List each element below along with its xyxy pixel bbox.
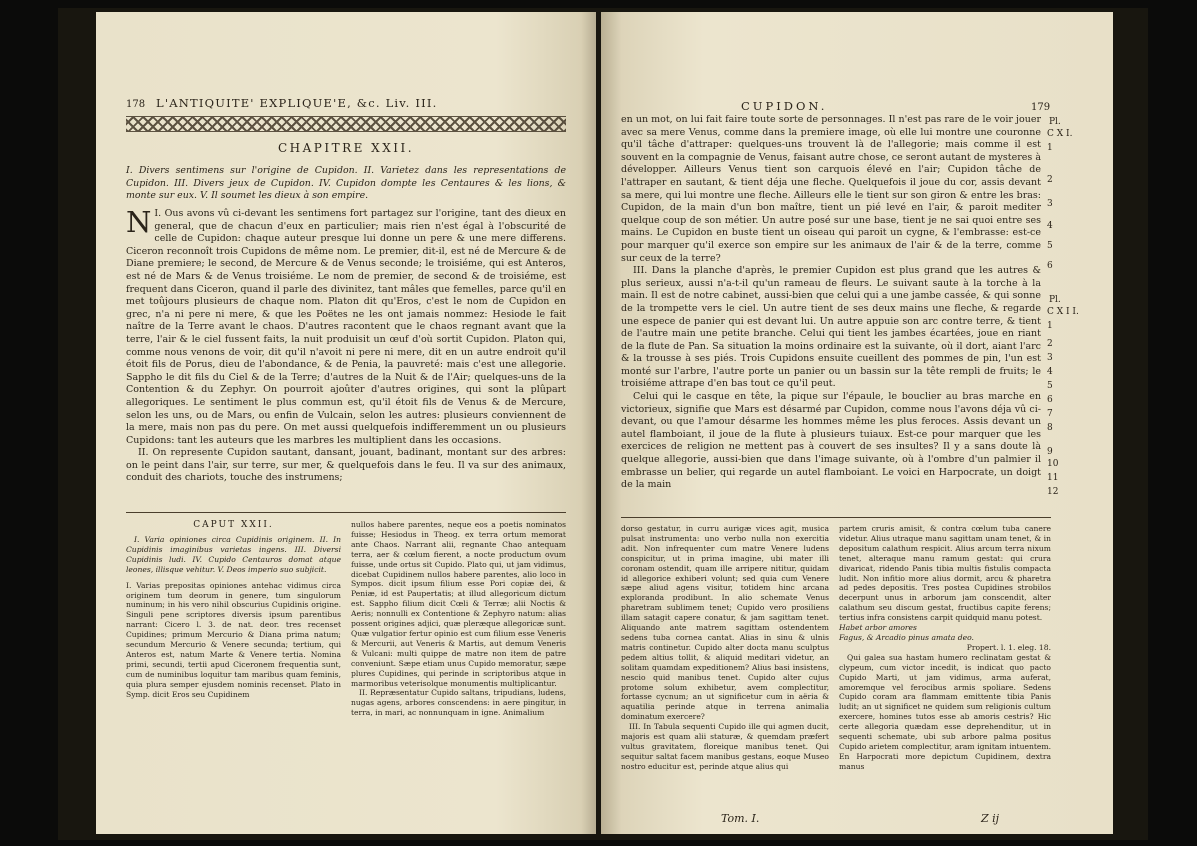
- footnote-verse: Fagus, & Arcadio pinus amata deo.: [839, 632, 974, 642]
- footnote-summary: I. Varia opiniones circa Cupidinis originem. II. In Cupidinis imaginibus varietas ingens. III. Diversi Cupidinis ludi. IV. Cupido Centauros domat atque leones, illisque vehitur. V. Deos imperio suo subjicit.: [126, 535, 341, 574]
- footnote-text: II. Repræsentatur Cupido saltans, tripudians, ludens, nugas agens, arbores conscendens: in aere pingitur, in terra, in mari, ac nonnunquam in igne. Animalium: [351, 688, 566, 718]
- paragraph-2: III. Dans la planche d'après, le premier Cupidon est plus grand que les autres & plus serieux, aussi n'a-t-il qu'un rameau de fleurs. Le suivant saute à la torche à la main. Il est de notre cabinet, aussi-bien que celui qui a une jambe cassée, & qui sonne de la trompette vers le ciel. Un autre tient de ses deux mains une fleche, & regarde une espece de panier qui est devant lui. Un autre appuie son arc contre terre, & tient de l'autre main une petite branche. Celui qui tient les jambes écartées, joue en riant de la flute de Pan. Sa situation la moins ordinaire est la suivante, où il dort, aiant l'arc & la trousse à ses piés. Trois Cupidons ensuite cueillent des pommes de pin, l'un est monté sur l'arbre, l'autre porte un panier ou un bassin sur la tête rempli de fruits; le troisiéme attrape d'en bas tout ce qu'il peut.: [621, 265, 1041, 390]
- right-footnote-col-1: [621, 524, 829, 809]
- plate-number: C X I I.: [1047, 307, 1079, 317]
- footnote-text: I. Varias prepositas opiniones antehac vidimus circa originem tum deorum in genere, tum singulorum numinum; in his vero nihil obscurius Cupidinis origine. Singuli pene scriptores diversis ipsum parentibus narrant: Cicero l. 3. de nat. deor. tres recenset Cupidines; primum Mercurio & Diana prima natum; secundum Mercurio & Venere secunda; tertium, qui Anteros est, natum Marte & Venere tertia. Nomina primi, secundi, tertii apud Ciceronem frequentia sunt, cum de numinibus loquitur tam maribus quam feminis, quia plura semper ejusdem nominis recenset. Plato in Symp. dicit Eros seu Cupidinem: [126, 580, 341, 699]
- right-folio: 179: [1031, 102, 1051, 113]
- margin-notes: [1047, 116, 1102, 496]
- right-footnote-col-2: [839, 524, 1051, 809]
- chapter-summary: I. Divers sentimens sur l'origine de Cupidon. II. Varietez dans les representations de Cupidon. III. Divers jeux de Cupidon. IV. Cupidon dompte les Centaures & les lions, & monte sur eux. V. Il soumet les dieux à son empire.: [126, 165, 566, 201]
- figure-number: 8: [1047, 423, 1053, 433]
- left-footnote-col-1: [126, 520, 341, 825]
- figure-number: 1: [1047, 321, 1053, 331]
- right-running-head: CUPIDON.: [741, 99, 828, 113]
- figure-number: 4: [1047, 221, 1053, 231]
- header-ornament: [126, 116, 566, 132]
- left-folio: 178: [126, 99, 146, 110]
- para-marker: I.: [154, 208, 162, 219]
- figure-number: 12: [1047, 487, 1059, 497]
- footnote-verse: Habet arbor amores: [839, 623, 917, 633]
- paragraph-1: en un mot, on lui fait faire toute sorte de personnages. Il n'est pas rare de le voir jouer avec sa mere Venus, comme dans la premiere image, où elle lui montre une couronne qu'il tâche d'attraper: quelques-uns trouvent là de l'allegorie; mais comme il est souvent en la compagnie de Venus, faisant autre chose, ce seront autant de mysteres à développer. Ailleurs Venus tient son carquois élevé en l'air; Cupidon tâche de l'attraper en sautant, & tient déja une fleche. Quelquefois il joue du cor, assis devant sa mere, qui lui montre une fleche. Ailleurs elle le tient sur son giron & entre les bras: Cupidon, de la main d'un bon maître, tient un pié levé en l'air, & paroit mediter quelque coup de son métier. Un autre posé sur une base, tient je ne sai quoi entre ses mains. Le Cupidon en buste tient un oiseau qui paroit un cygne, & l'embrasse: est-ce pour marquer qu'il exerce son empire sur les animaux de l'air & de la terre, comme sur ceux de la terre?: [621, 114, 1041, 264]
- drop-cap: N: [126, 208, 152, 239]
- plate-number: C X I.: [1047, 129, 1073, 139]
- footnote-heading: CAPUT XXII.: [193, 520, 274, 530]
- chapter-title: CHAPITRE XXII.: [277, 141, 415, 155]
- figure-number: 3: [1047, 199, 1053, 209]
- figure-number: 4: [1047, 367, 1053, 377]
- footnote-text: nullos habere parentes, neque eos a poetis nominatos fuisse; Hesiodus in Theog. ex terra ortum memorat ante Chaos. Narrant alii, regnante Chao antequam terra, aer & cœlum fierent, a nocte productum ovum fuisse, unde ortus sit Cupido. Plato qui, ut jam vidimus, dicebat Cupidinem nullos habere parentes, alio loco in Sympos. dicit ipsum filium esse Pori copiæ dei, & Peniæ, id est Paupertatis; at illud allegoricum dictum est. Sappho filium dicit Cœli & Terræ; alii Noctis & Aeris; nonnulli ex Contentione & Zephyro natum: alias possent origines adjici, quæ pleræque allegoricæ sunt. Quæ vulgatior fertur opinio est cum filium esse Veneris & Mercurii, aut Veneris & Martis, aut demum Veneris & Vulcani: multi quippe de matre non item de patre conveniunt. Sæpe etiam unus Cupido memoratur, sæpe plures Cupidines, qui perinde in scriptoribus atque in marmoribus veterisolque monumentis multiplicantur.: [351, 520, 566, 688]
- signature-mark: Z ij: [981, 812, 1000, 825]
- footnote-verse-ref: Propert. l. 1. eleg. 18.: [966, 642, 1051, 652]
- signature-volume: Tom. I.: [721, 812, 760, 825]
- figure-number: 10: [1047, 459, 1059, 469]
- figure-number: 2: [1047, 175, 1053, 185]
- figure-number: 1: [1047, 143, 1053, 153]
- book-spread: [58, 8, 1148, 840]
- paragraph-2: II. On represente Cupidon sautant, dansant, jouant, badinant, montant sur des arbres: on le peint dans l'air, sur terre, sur mer, & quelquefois dans le feu. Il va sur des animaux, conduit des chariots, touche des instrumens;: [126, 447, 566, 484]
- figure-number: 6: [1047, 395, 1053, 405]
- left-page: [96, 12, 596, 834]
- figure-number: 7: [1047, 409, 1053, 419]
- paragraph-1: Ous avons vû ci-devant les sentimens fort partagez sur l'origine, tant des dieux en general, que de chacun d'eux en particulier; mais rien n'est égal à l'obscurité de celle de Cupidon: chaque auteur presque lui donne un pere & une mere differens. Ciceron reconnoît trois Cupidons de même nom. Le premier, dit-il, est né de Mercure & de Diane premiere; le second, de Mercure & de Venus seconde; le troisiéme, qui est Anteros, est né de Mars & de Venus troisiéme. Le nom de premier, de second & de troisiéme, est frequent dans Ciceron, quand il parle des divinitez, tant mâles que femelles, parce qu'il en met toûjours plusieurs de chaque nom. Platon dit qu'Eros, c'est le nom de Cupidon en grec, n'a ni pere ni mere, & que les Poëtes ne les ont jamais nommez: Hesiode le fait naître de la Terre avant le chaos. D'autres racontent que le chaos regnant avant que la terre, l'air & le ciel fussent faits, la nuit produisit un œuf d'où sortit Cupidon. Platon qui, comme nous venons de voir, dit qu'il n'avoit ni pere ni mere, dit en un autre endroit qu'il étoit fils de Porus, dieu de l'abondance, & de Penia, la pauvreté: mais c'est une allegorie. Sappho le dit fils du Ciel & de la Terre; d'autres de la Nuit & de l'Air; quelques-uns de la Contention & du Zephyr. On pourroit ajoûter d'autres origines, qui sont la plûpart allegoriques. Le sentiment le plus commun est, qu'il étoit fils de Venus & de Mercure, selon les uns, ou de Mars, ou enfin de Vulcain, selon les autres: plusieurs conviennent de la mere, mais non pas du pere. On met aussi quelquefois indifferemment un ou plusieurs Cupidons: tant les auteurs que les marbres les multiplient dans les occasions.: [126, 208, 566, 446]
- figure-number: 3: [1047, 353, 1053, 363]
- footnote-text: dorso gestatur, in curru aurigæ vices agit, musica pulsat instrumenta: uno verbo nulla non exercitia adit. Non infrequenter cum matre Venere ludens conspicitur, ut in prima imagine, ubi mater illi coronam ostendit, quam ille arripere nititur, quidam id allegorice exhiberi volunt; sed quia cum Venere sæpe aliud agens visitur, totidem hinc arcana exploranda prodibunt. In alio schemate Venus pharetram sublimem tenet; Cupido vero prosiliens illam satagit capere conatur, & jam sagittam tenet. Aliquando ante matrem sagittam ostendentem sedens tuba cornea cantat. Alias in sinu & ulnis matris continetur. Cupido alter docta manu sculptus pedem altius tollit, & aliquid meditari videtur, an solitam quamdam expeditionem? Alius basi insistens, nescio quid manibus tenet. Cupido alter cujus protome solum exhibetur, avem complectitur, fortasse cycnum; an ut significetur cum in aëria & aquatilia perinde atque in terrena animalia dominatum exercere?: [621, 524, 829, 722]
- footnote-rule: [621, 517, 1051, 518]
- figure-number: 5: [1047, 241, 1053, 251]
- left-footnote-col-2: [351, 520, 566, 825]
- plate-label: Pl.: [1049, 295, 1061, 305]
- footnote-text: partem cruris amisit, & contra cœlum tuba canere videtur. Alius utraque manu sagittam unam tenet, & in depositum calathum respicit. Alius arcum terra nixum tenet, alteraque manu ramum gestat: qui crura divaricat, ridendo Panis tibia multis fistulis compacta ludit. Non infitio more alius dormit, arcu & pharetra ad pedes depositis. Tres postea Cupidines strobilos decerpunt unus in arborum jam conscendit, alter calathum seu discum gestat, fructibus capite ferens; tertius infra consistens carpit quidquid manu potest.: [839, 524, 1051, 623]
- footnote-text: III. In Tabula sequenti Cupido ille qui agmen ducit, majoris est quam alii staturæ, & quemdam præfert vultus gravitatem, floreique manibus tenet. Qui sequitur saltat facem manibus gestans, eoque Museo nostro educitur est, perinde atque alius qui: [621, 722, 829, 771]
- right-page: [601, 12, 1113, 834]
- plate-label: Pl.: [1049, 117, 1061, 127]
- figure-number: 11: [1047, 473, 1059, 483]
- footnote-text: Qui galea sua hastam humero reclinatam gestat & clypeum, cum victor incedit, is indicat quo pacto Cupido Marti, ut jam vidimus, arma auferat, amoremque vel ferocibus armis spoliare. Sedens Cupido coram ara flammam emittente tibia Panis ludit; an ut significet ne quidem sum religionis cultum exercere, homines tutos esse ab amoris cestris? Hic certe allegoria quædam esse deprehenditur, ut in sequenti schemate, ubi sub arbore palma positus Cupido arietem complectitur, aram ignitam intuentem. En Harpocrati more depictum Cupidinem, dextra manus: [839, 652, 1051, 771]
- figure-number: 5: [1047, 381, 1053, 391]
- right-main-text: [621, 114, 1041, 506]
- left-main-text: [126, 208, 566, 502]
- left-running-head: L'ANTIQUITE' EXPLIQUE'E, &c. Liv. III.: [156, 96, 438, 110]
- figure-number: 6: [1047, 261, 1053, 271]
- figure-number: 9: [1047, 447, 1053, 457]
- figure-number: 2: [1047, 339, 1053, 349]
- footnote-rule: [126, 512, 566, 513]
- paragraph-3: Celui qui le casque en tête, la pique sur l'épaule, le bouclier au bras marche en victorieux, signifie que Mars est désarmé par Cupidon, comme nous l'avons déja vû ci-devant, ou que l'amour désarme les hommes même les plus feroces. Assis devant un autel flamboiant, il joue de la flute à plusieurs tuiaux. Est-ce pour marquer que les exercices de religion ne mettent pas à couvert de ses insultes? Il y a sans doute là quelque allegorie, aussi-bien que dans l'image suivante, où à l'ombre d'un palmier il embrasse un belier, qui regarde un autel flamboiant. Le voici en Harpocrate, un doigt de la main: [621, 391, 1041, 491]
